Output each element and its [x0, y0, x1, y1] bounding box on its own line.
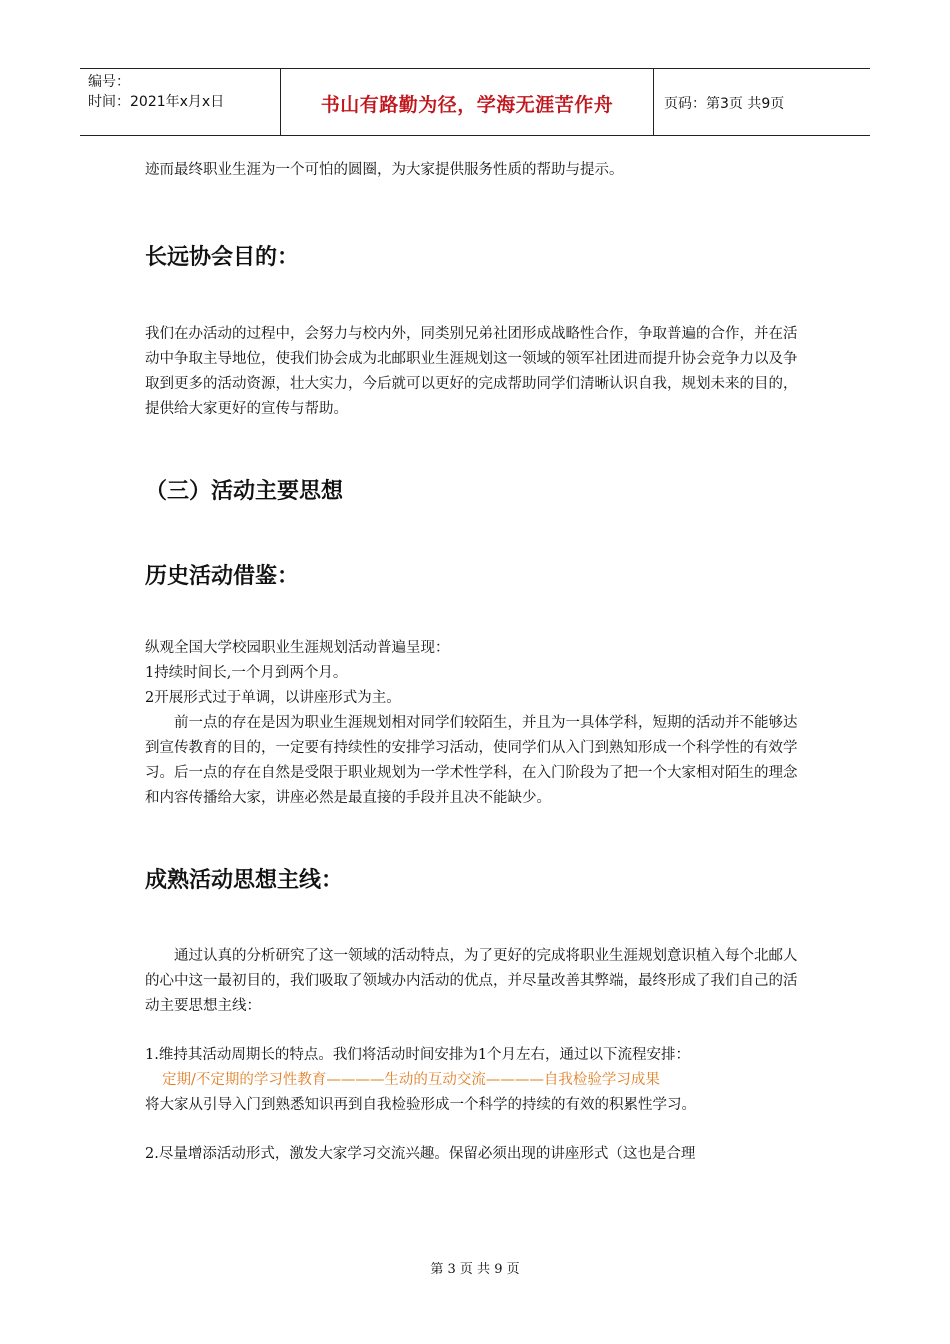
header-right-cell: [654, 69, 870, 135]
mainline-heading: 成熟活动思想主线：: [145, 868, 344, 893]
history-line-2: 1持续时间长,一个月到两个月。: [145, 665, 348, 681]
mainline-paragraph: 通过认真的分析研究了这一领域的活动特点，为了更好的完成将职业生涯规划意识植入每个北邮人的心中这一最初目的，我们吸取了领域办内活动的优点，并尽量改善其弊端，最终形成了我们自己的活动主要思想主线：: [145, 948, 798, 1014]
document-header: [80, 68, 870, 136]
header-page-label: 页码：第3页 共9页: [664, 96, 785, 112]
point-2: 2.尽量增添活动形式，激发大家学习交流兴趣。保留必须出现的讲座形式（这也是合理: [145, 1146, 696, 1162]
page-footer: 第 3 页 共 9 页: [430, 1262, 520, 1277]
history-heading: 历史活动借鉴：: [145, 564, 300, 589]
header-motto: 书山有路勤为径，学海无涯苦作舟: [320, 94, 614, 116]
point-1: 1.维持其活动周期长的特点。我们将活动时间安排为1个月左右，通过以下流程安排：: [145, 1047, 691, 1063]
history-paragraph: 前一点的存在是因为职业生涯规划相对同学们较陌生，并且为一具体学科，短期的活动并不能够达到宣传教育的目的，一定要有持续性的安排学习活动，使同学们从入门到熟知形成一个科学性的有效学习。后一点的存在自然是受限于职业规划为一学术性学科，在入门阶段为了把一个大家相对陌生的理念和内容传播给大家，讲座必然是最直接的手段并且决不能缺少。: [145, 715, 798, 806]
goal-heading: 长远协会目的：: [145, 245, 300, 270]
header-middle-cell: [280, 69, 654, 135]
history-line-3: 2开展形式过于单调，以讲座形式为主。: [145, 690, 401, 706]
flow-line: 定期/不定期的学习性教育————生动的互动交流————自我检验学习成果: [162, 1072, 660, 1088]
flow-description: 将大家从引导入门到熟悉知识再到自我检验形成一个科学的持续的有效的积累性学习。: [145, 1097, 696, 1113]
goal-paragraph: 我们在办活动的过程中，会努力与校内外，同类别兄弟社团形成战略性合作，争取普遍的合作，并在活动中争取主导地位，使我们协会成为北邮职业生涯规划这一领域的领军社团进而提升协会竞争力以及争取到更多的活动资源，壮大实力，今后就可以更好的完成帮助同学们清晰认识自我，规划未来的目的，提供给大家更好的宣传与帮助。: [145, 326, 798, 417]
document-body: [145, 158, 810, 1167]
section3-heading: （三）活动主要思想: [145, 479, 344, 504]
header-left-cell: [80, 69, 280, 135]
time-label: 时间：2021年x月x日: [88, 94, 225, 110]
serial-label: 编号：: [88, 74, 130, 90]
intro-line: 迹而最终职业生涯为一个可怕的圆圈，为大家提供服务性质的帮助与提示。: [145, 162, 624, 178]
history-line-1: 纵观全国大学校园职业生涯规划活动普遍呈现：: [145, 640, 450, 656]
